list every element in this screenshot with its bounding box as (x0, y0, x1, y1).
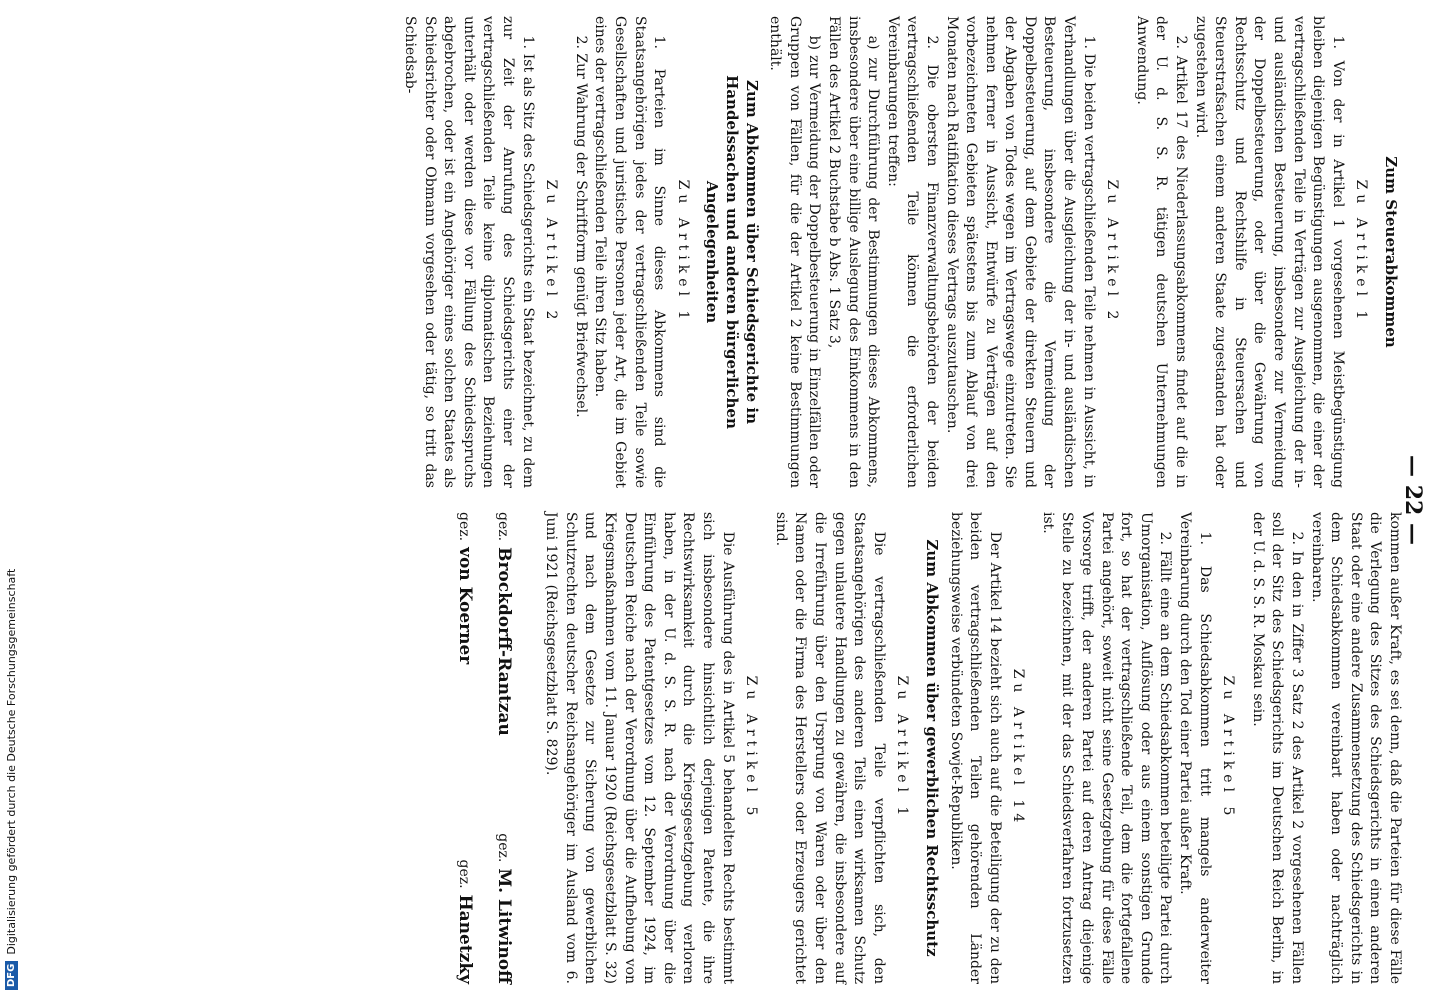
article-title: Zu Artikel 5 (743, 675, 760, 821)
section-title-schiedsgerichte: Zum Abkommen über Schiedsgerichte in Handelssachen und anderen bürgerlichen Angelegenheiten (703, 75, 761, 429)
section-title-rechtsschutz: Zum Abkommen über gewerblichen Rechtsschutz (922, 539, 941, 957)
signature: gez.Brockdorff-Rantzau (493, 512, 514, 736)
paragraph: 1. Das Schiedsabkommen tritt mangels anderweiter Vereinbarung durch den Tod einer Partei außer Kraft. (1177, 512, 1213, 984)
paragraph: 2. Zur Wahrung der Schriftform genügt Briefwechsel. (572, 35, 589, 418)
article-title: Zu Artikel 1 (674, 179, 691, 325)
signature-row (453, 512, 474, 984)
page-number: — 22 — (1400, 455, 1426, 545)
paragraph: 1. Ist als Sitz des Schiedsgerichts ein Staat bezeichnet, zu dem zur Zeit der Anrufung des Schiedsgerichts einer der vertragschließenden Teile keine diplomatischen Beziehungen unterhält oder werden diese vor Fällung des Schiedsspruchs abgebrochen, oder ist ein Angehöriger eines solchen Staates als Schiedsrichter oder Obmann vorgesehen oder tätig, so tritt das Schiedsab- (402, 16, 536, 488)
paragraph: 2. Fällt eine an dem Schiedsabkommen beteiligte Partei durch Umorganisation, Auflösung oder aus einem sonstigen Grunde fort, so hat der vertragschließende Teil, dem die fortgefallene Partei angehört, soweit nicht seine Gesetzgebung für diese Fälle Vorsorge trifft, der anderen Partei auf deren Antrag diejenige Stelle zu bezeichnen, mit der das Schiedsverfahren fortzusetzen ist. (1039, 512, 1174, 984)
footer-text: Digitalisierung gefördert durch die Deutsche Forschungsgemeinschaft (4, 568, 18, 955)
signature: gez.M. Litwinoff (493, 833, 514, 984)
right-column (435, 512, 1404, 984)
signature-row (492, 512, 513, 984)
paragraph: 1. Die beiden vertragschließenden Teile nehmen in Aussicht, in Verhandlungen über die Ausgleichung der in- und ausländischen Besteuerung, insbesondere die Vermeidung der Doppelbesteuerung, auf dem Gebiete der direkten Steuern und der Abgaben von Todes wegen im Vertragswege einzutreten. Sie nehmen ferner in Aussicht, Entwürfe zu Verträgen auf den vorbezeichneten Gebieten spätestens bis zum Ablauf von drei Monaten nach Ratifikation dieses Vertrags auszutauschen. (943, 16, 1097, 488)
paragraph: 1. Parteien im Sinne dieses Abkommens sind die Staatsangehörigen jedes der vertragschließenden Teile sowie Gesellschaften und juristische Personen jeder Art, die im Gebiet eines der vertragschließenden Teile ihren Sitz haben. (592, 16, 668, 488)
paragraph: 2. In den in Ziffer 3 Satz 2 des Artikel 2 vorgesehenen Fällen soll der Sitz des Schiedsgerichts im Deutschen Reich Berlin, in der U. d. S. S. R. Moskau sein. (1249, 512, 1306, 984)
signature-block (453, 512, 512, 984)
paragraph: Die Ausführung des in Artikel 5 behandelten Rechts bestimmt sich insbesondere hinsichtlich derjenigen Patente, die ihre Rechtswirksamkeit durch die Kriegsgesetzgebung verloren haben, in der U. d. S. S. R. nach der Verordnung über die Einführung des Patentgesetzes vom 12. September 1924, im Deutschen Reiche nach der Verordnung über die Aufhebung von Kriegsmaßnahmen vom 11. Januar 1920 (Reichsgesetzblatt S. 32) und nach dem Gesetze zur Sicherung von gewerblichen Schutzrechten deutscher Reichsangehöriger im Ausland vom 6. Juni 1921 (Reichsgesetzblatt S. 829). (543, 512, 736, 984)
paragraph: a) zur Durchführung der Bestimmungen dieses Abkommens, insbesondere über eine billige Auslegung des Einkommens in den Fällen des Artikel 2 Buchstabe b Abs. 1 Satz 3, (825, 16, 882, 488)
paragraph: kommen außer Kraft, es sei denn, daß die Parteien für diese Fälle die Verlegung des Sitzes des Schiedsgerichts in einen anderen Staat oder eine andere Zusammensetzung des Schiedsgerichts in dem Schiedsabkommen vereinbart haben oder nachträglich vereinbaren. (1308, 512, 1403, 984)
dfg-logo: DFG (5, 961, 18, 990)
article-title: Zu Artikel 5 (1220, 675, 1237, 821)
paragraph: 2. Die obersten Finanzverwaltungsbehörden der beiden vertragschließenden Teile können die erforderlichen Vereinbarungen treffen: (884, 16, 940, 488)
paragraph: 1. Von der in Artikel 1 vorgesehenen Meistbegünstigung bleiben diejenigen Begünstigungen ausgenommen, die einer der vertragschließenden Teile in Verträgen zur Ausgleichung der in- und ausländischen Besteuerung, insbesondere zur Vermeidung der Doppelbesteuerung, oder über die Gewährung von Rechtsschutz und Rechtshilfe in Steuersachen und Steuerstrafsachen einem anderen Staate zugestanden hat oder zugestehen wird. (1192, 16, 1346, 488)
left-column (400, 16, 1405, 488)
signature: gez.von Koerner (455, 512, 476, 665)
paragraph: Der Artikel 14 bezieht sich auch auf die Beteiligung der zu den beiden vertragschließenden Teilen gehörenden Länder beziehungsweise verbündeten Sowjet-Republiken. (947, 512, 1003, 984)
article-title: Zu Artikel 1 (1353, 179, 1370, 325)
article-title: Zu Artikel 14 (1010, 668, 1027, 828)
paragraph: b) zur Vermeidung der Doppelbesteuerung in Einzelfällen oder Gruppen von Fällen, für die der Artikel 2 keine Bestimmungen enthält. (767, 16, 823, 488)
digitization-footer (0, 0, 22, 1000)
section-title-steuerabkommen: Zum Steuerabkommen (1382, 156, 1400, 348)
signature: gez.Hanetzky (455, 859, 476, 984)
paragraph: 2. Artikel 17 des Niederlassungsabkommens findet auf die in der U. d. S. S. R. tätigen deutschen Unternehmungen Anwendung. (1133, 16, 1190, 488)
article-title: Zu Artikel 2 (543, 179, 560, 325)
article-title: Zu Artikel 2 (1104, 179, 1121, 325)
paragraph: Die vertragschließenden Teile verpflichten sich, den Staatsangehörigen des anderen Teils einen wirksamen Schutz gegen unlautere Handlungen zu gewähren, die insbesondere auf die Irreführung über den Ursprung von Waren oder über den Namen oder die Firma des Herstellers oder Erzeugers gerichtet sind. (772, 512, 887, 984)
article-title: Zu Artikel 1 (894, 675, 911, 821)
